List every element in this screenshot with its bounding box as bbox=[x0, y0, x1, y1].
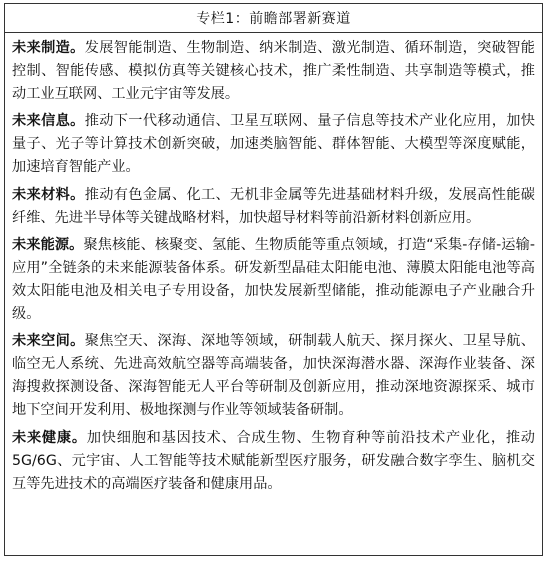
section-future-energy bbox=[12, 234, 535, 326]
section-title: 未来健康。 bbox=[12, 429, 87, 446]
section-body: 聚焦核能、核聚变、氢能、生物质能等重点领域，打造“采集-存储-运输-应用”全链条的未来能源装备体系。研发新型晶硅太阳能电池、薄膜太阳能电池等高效太阳能电池及相关电子专用设备，加快发展新型储能，推动能源电子产业融合升级。 bbox=[12, 236, 535, 323]
section-title: 未来信息。 bbox=[12, 113, 85, 130]
section-title: 未来制造。 bbox=[12, 40, 85, 56]
section-body: 聚焦空天、深海、深地等领域，研制载人航天、探月探火、卫星导航、临空无人系统、先进高效航空器等高端装备，加快深海潜水器、深海作业装备、深海搜救探测设备、深海智能无人平台等研制及创新应用，推动深地资源探采、城市地下空间开发利用、极地探测与作业等领域装备研制。 bbox=[12, 333, 535, 419]
column-content bbox=[5, 33, 542, 496]
section-title: 未来空间。 bbox=[12, 333, 85, 350]
section-body: 加快细胞和基因技术、合成生物、生物育种等前沿技术产业化，推动5G/6G、元宇宙、人工智能等技术赋能新型医疗服务，研发融合数字孪生、脑机交互等先进技术的高端医疗装备和健康用品。 bbox=[12, 429, 535, 492]
section-future-materials bbox=[12, 184, 535, 230]
section-future-manufacturing bbox=[12, 37, 535, 106]
section-future-health bbox=[12, 427, 535, 496]
column-header bbox=[5, 4, 542, 33]
section-title: 未来能源。 bbox=[12, 236, 84, 253]
section-future-information bbox=[12, 110, 535, 179]
section-title: 未来材料。 bbox=[12, 186, 85, 203]
column-box bbox=[4, 3, 543, 556]
section-future-space bbox=[12, 330, 535, 422]
section-body: 推动有色金属、化工、无机非金属等先进基础材料升级，发展高性能碳纤维、先进半导体等关键战略材料，加快超导材料等前沿新材料创新应用。 bbox=[12, 186, 535, 226]
section-body: 发展智能制造、生物制造、纳米制造、激光制造、循环制造，突破智能控制、智能传感、模拟仿真等关键核心技术，推广柔性制造、共享制造等模式，推动工业互联网、工业元宇宙等发展。 bbox=[12, 40, 535, 103]
section-body: 推动下一代移动通信、卫星互联网、量子信息等技术产业化应用，加快量子、光子等计算技术创新突破，加速类脑智能、群体智能、大模型等深度赋能，加速培育智能产业。 bbox=[12, 113, 535, 176]
column-title: 专栏1：前瞻部署新赛道 bbox=[196, 11, 351, 27]
